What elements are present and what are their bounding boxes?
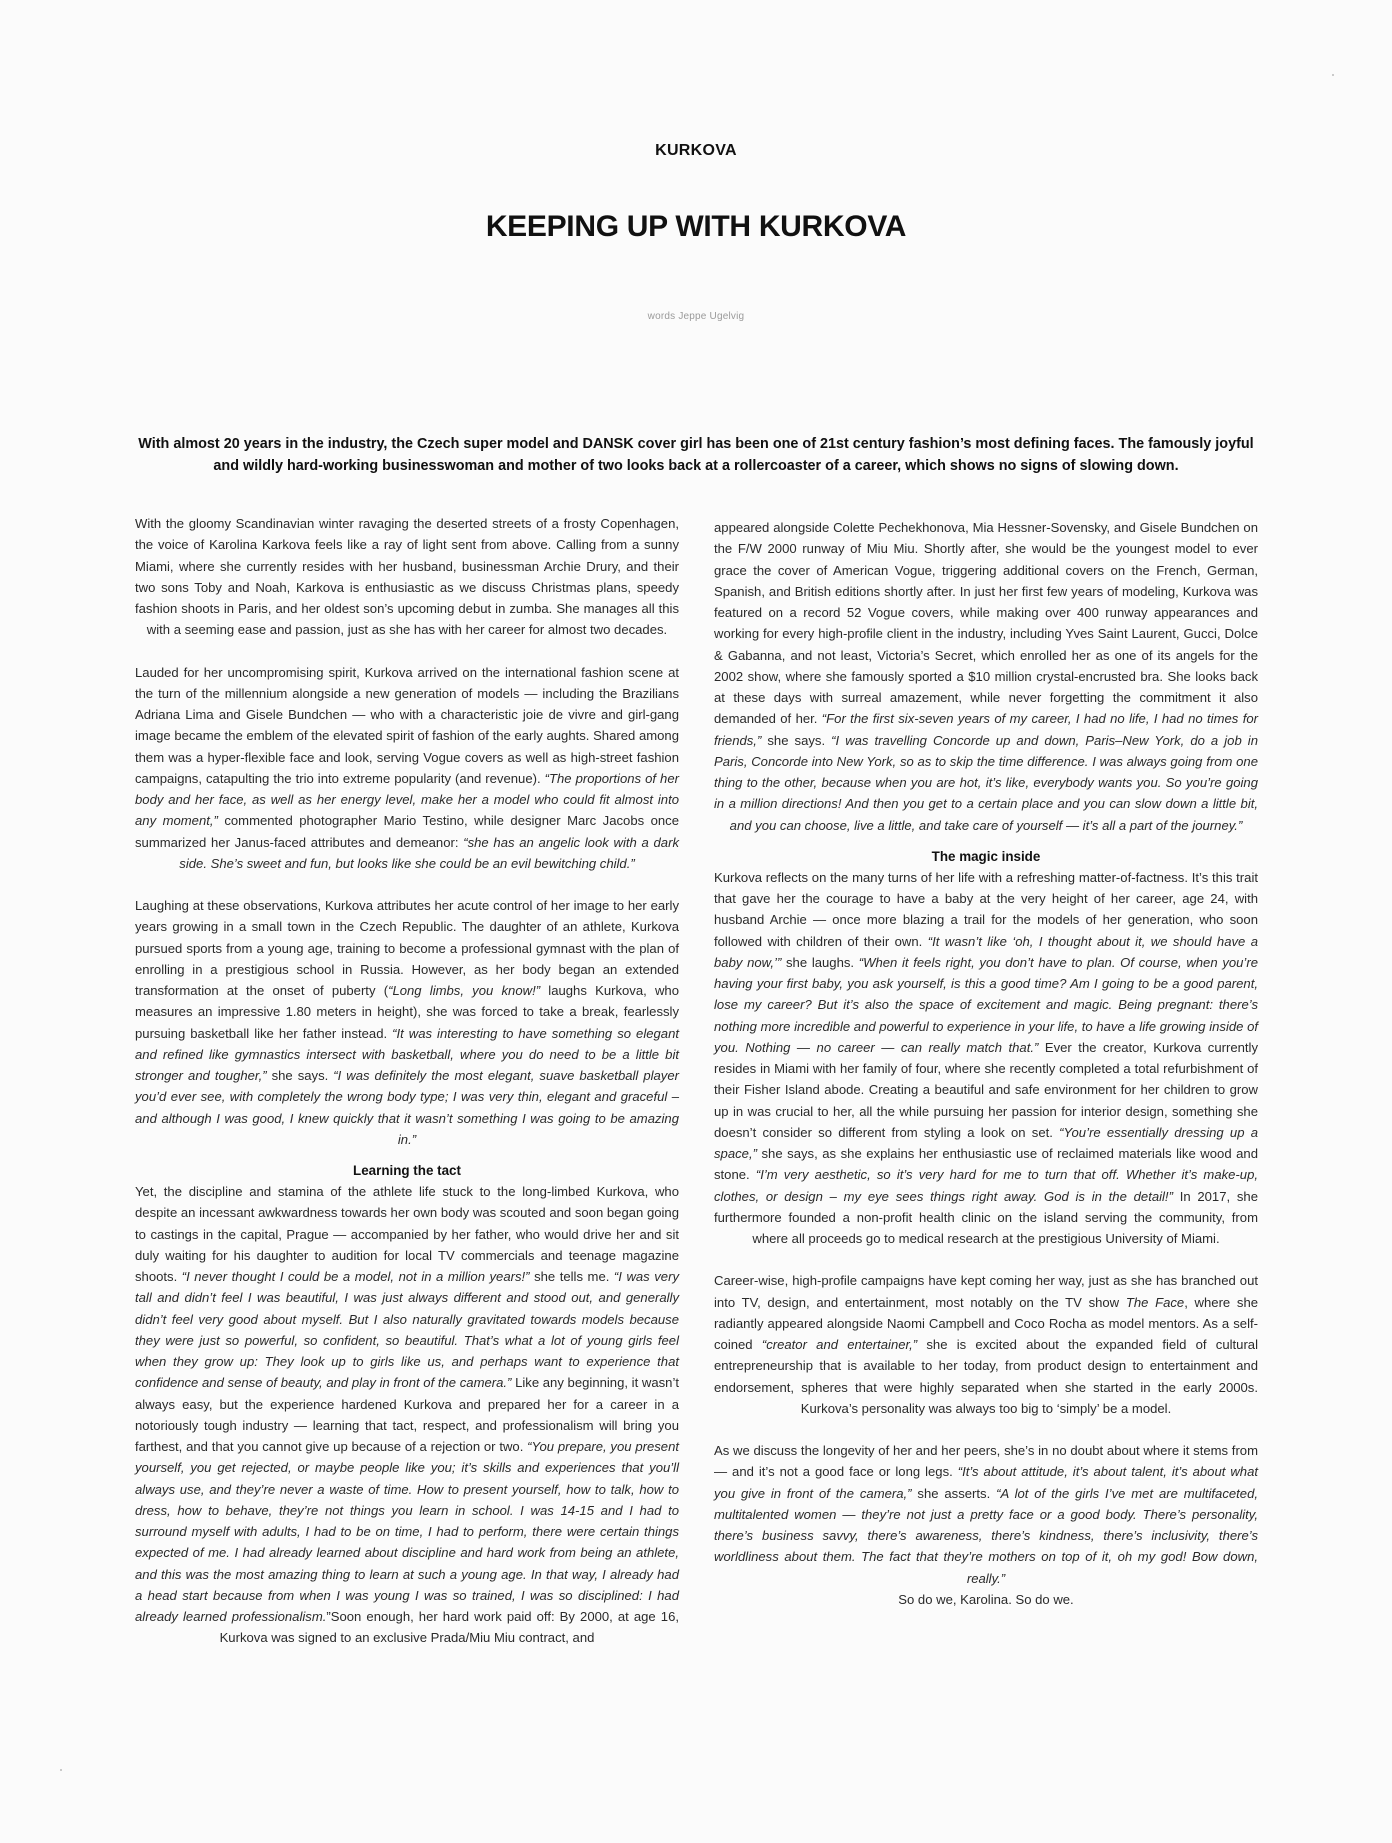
paragraph: With the gloomy Scandinavian winter ravaging the deserted streets of a frosty Copenhagen, the voice of Karolina Karkova feels like a ray of light sent from above. Calling from a sunny Miami, where she currently resides with her husband, businessman Archie Drury, and their two sons Toby and Noah, Karkova is enthusiastic as we discuss Christmas plans, speedy fashion shoots in Paris, and her oldest son’s upcoming debut in zumba. She manages all this with a seeming ease and passion, just as she has with her career for almost two decades.	[135, 516, 679, 638]
quote: “For the first six-seven years of my career, I had no life, I had no times for friends,”	[714, 711, 1258, 748]
subheading-the-magic-inside: The magic inside	[931, 848, 1041, 864]
quote: “The proportions of her body and her face, as well as her energy level, make her a model who could fit almost into any moment,”	[135, 770, 679, 829]
scan-speck	[1332, 74, 1334, 76]
paragraph: Yet, the discipline and stamina of the athlete life stuck to the long-limbed Kurkova, who despite an incessant awkwardness towards her own body was scouted and soon began going to castings in the capital, Prague — accompanied by her father, who would drive her and sit duly waiting for his daughter to audition for local TV commercials and teenage magazine shoots. “I never thought I could be a model, not in a million years!” she tells me. “I was very tall and didn’t feel I was beautiful, I was just always different and stood out, and generally didn’t feel very good about myself. But I also naturally gravitated towards models because they were just so powerful, so confident, so beautiful. That’s what a lot of young girls feel when they grow up: They look up to girls like us, and perhaps want to experience that confidence and sense of beauty, and play in front of the camera.” Like any beginning, it wasn’t always easy, but the experience hardened Kurkova and prepared her for a career in a notoriously tough industry — learning that tact, respect, and professionalism will bring you farthest, and that you cannot give up because of a rejection or two. “You prepare, you present yourself, you get rejected, or maybe people like you; it’s skills and experiences that you’ll always use, and they’re never a waste of time. How to present yourself, how to talk, how to dress, how to behave, they’re not things you learn in school. I was 14-15 and I had to surround myself with adults, I had to be on time, I had to perform, there were certain things expected of me. I had already learned about discipline and hard work from being an athlete, and this was the most amazing thing to learn at such a young age. In that way, I already had a head start because from when I was young I was so trained, I was so disciplined: I had already learned professionalism.”Soon enough, her hard work paid off: By 2000, at age 16, Kurkova was signed to an exclusive Prada/Miu Miu contract, and	[135, 1184, 680, 1646]
subheading-learning-the-tact: Learning the tact	[353, 1163, 461, 1178]
quote: “I never thought I could be a model, not in a million years!”	[181, 1269, 530, 1284]
paragraph: Kurkova reflects on the many turns of her life with a refreshing matter-of-factness. It’s this trait that gave her the courage to have a baby at the very height of her career, age 24, with husband Archie — once more blazing a trail for the models of her generation, who soon followed with children of their own. “It wasn’t like ‘oh, I thought about it, we should have a baby now,’” she laughs. “When it feels right, you don’t have to plan. Of course, when you’re having your first baby, you ask yourself, is this a good time? Am I going to be a good parent, lose my career? But it’s also the space of excitement and magic. Being pregnant: there’s nothing more incredible and powerful to experience in your life, to have a life growing inside of you. Nothing — no career — can really match that.” Ever the creator, Kurkova currently resides in Miami with her family of four, where she recently completed a total refurbishment of their Fisher Island abode. Creating a beautiful and safe environment for her children to grow up in was crucial to her, all the while pursuing her passion for interior design, something she doesn’t consider so different from styling a look on set. “You’re essentially dressing up a space,” she says, as she explains her enthusiastic use of reclaimed materials like wood and stone. “I’m very aesthetic, so it’s very hard for me to turn that off. Whether it’s make-up, clothes, or design – my eye sees things right away. God is in the detail!” In 2017, she furthermore founded a non-profit health clinic on the island serving the community, from where all proceeds go to medical research at the prestigious University of Miami.	[714, 869, 1258, 1246]
left-column	[135, 513, 679, 1670]
quote: “I was very tall and didn’t feel I was beautiful, I was just always different and stood out, and generally didn’t feel very good about myself. But I also naturally gravitated towards models because they were just so powerful, so confident, so beautiful. That’s what a lot of young girls feel when they grow up: They look up to girls like us, and perhaps want to experience that confidence and sense of beauty, and play in front of the camera.”	[135, 1269, 679, 1391]
quote: “When it feels right, you don’t have to plan. Of course, when you’re having your first baby, you ask yourself, is this a good time? Am I going to be a good parent, lose my career? But it’s also the space of excitement and magic. Being pregnant: there’s nothing more incredible and powerful to experience in your life, to have a life growing inside of you. Nothing — no career — can really match that.”	[714, 954, 1258, 1055]
standfirst: With almost 20 years in the industry, the Czech super model and DANSK cover girl has been one of 21st century fashion’s most defining faces. The famously joyful and wildly hard-working businesswoman and mother of two looks back at a rollercoaster of a career, which shows no signs of slowing down.	[138, 436, 1254, 474]
paragraph: Laughing at these observations, Kurkova attributes her acute control of her image to her early years growing in a small town in the Czech Republic. The daughter of an athlete, Kurkova pursued sports from a young age, training to become a professional gymnast with the plan of enrolling in a prestigious school in Russia. However, as her body began an extended transformation at the onset of puberty (“Long limbs, you know!” laughs Kurkova, who measures an impressive 1.80 meters in height), she was forced to take a break, fearlessly pursuing basketball like her father instead. “It was interesting to have something so elegant and refined like gymnastics intersect with basketball, where you do need to be a little bit stronger and tougher,” she says. “I was definitely the most elegant, suave basketball player you’d ever see, with completely the wrong body type; I was very thin, elegant and graceful – and although I was good, I knew quickly that it wasn’t something I was going to be amazing in.”	[135, 898, 679, 1147]
quote: “You’re essentially dressing up a space,”	[714, 1124, 1258, 1161]
quote: “she has an angelic look with a dark side. She’s sweet and fun, but looks like she could be an evil bewitching child.”	[179, 834, 679, 871]
quote: “Long limbs, you know!”	[388, 983, 541, 998]
quote: “A lot of the girls I’ve met are multifaceted, multitalented women — they’re not just a pretty face or a good body. There’s personality, there’s business savvy, there’s awareness, there’s kindness, there’s inclusivity, there’s worldliness about them. The fact that they’re mothers on top of it, oh my god! Bow down, really.”	[714, 1485, 1259, 1586]
quote: “You prepare, you present yourself, you get rejected, or maybe people like you; it’s skills and experiences that you’ll always use, and they’re never a waste of time. How to present yourself, how to talk, how to dress, how to behave, they’re not things you learn in school. I was 14-15 and I had to surround myself with adults, I had to be on time, I had to perform, there were certain things expected of me. I had already learned about discipline and hard work from being an athlete, and this was the most amazing thing to learn at such a young age. In that way, I already had a head start because from when I was young I was so trained, I was so disciplined: I had already learned professionalism.	[135, 1439, 680, 1624]
section-label: KURKOVA	[655, 142, 737, 159]
closing-line: So do we, Karolina. So do we.	[898, 1591, 1074, 1607]
right-column	[714, 517, 1258, 1631]
quote: “It was interesting to have something so elegant and refined like gymnastics intersect with basketball, where you do need to be a little bit stronger and tougher,”	[135, 1025, 679, 1083]
quote: “I’m very aesthetic, so it’s very hard for me to turn that off. Whether it’s make-up, clothes, or design – my eye sees things right away. God is in the detail!”	[714, 1167, 1258, 1204]
quote: “It’s about attitude, it’s about talent, it’s about what you give in front of the camera,”	[714, 1464, 1258, 1501]
scan-speck	[60, 1769, 62, 1771]
quote: “I was travelling Concorde up and down, Paris–New York, do a job in Paris, Concorde into New York, so as to skip the time difference. I was always going from one thing to the other, because when you are hot, it’s like, everybody wants you. So you’re going in a million directions! And then you get to a certain place and you can slow down a little bit, and you can choose, live a little, and take care of yourself — it’s all a part of the journey.”	[714, 732, 1258, 833]
quote: “I was definitely the most elegant, suave basketball player you’d ever see, with completely the wrong body type; I was very thin, elegant and graceful – and although I was good, I knew quickly that it wasn’t something I was going to be amazing in.”	[135, 1068, 679, 1147]
article-title: KEEPING UP WITH KURKOVA	[485, 210, 907, 243]
quote: “It wasn’t like ‘oh, I thought about it, we should have a baby now,’”	[714, 933, 1258, 970]
paragraph: Lauded for her uncompromising spirit, Kurkova arrived on the international fashion scene at the turn of the millennium alongside a new generation of models — including the Brazilians Adriana Lima and Gisele Bundchen — who with a characteristic joie de vivre and girl-gang image became the emblem of the elevated spirit of fashion of the early aughts. Shared among them was a hyper-flexible face and look, serving Vogue covers as well as high-street fashion campaigns, catapulting the trio into extreme popularity (and revenue). “The proportions of her body and her face, as well as her energy level, make her a model who could fit almost into any moment,” commented photographer Mario Testino, while designer Marc Jacobs once summarized her Janus-faced attributes and demeanor: “she has an angelic look with a dark side. She’s sweet and fun, but looks like she could be an evil bewitching child.”	[135, 664, 680, 871]
paragraph: As we discuss the longevity of her and her peers, she’s in no doubt about where it stems from — and it’s not a good face or long legs. “It’s about attitude, it’s about talent, it’s about what you give in front of the camera,” she asserts. “A lot of the girls I’ve met are multifaceted, multitalented women — they’re not just a pretty face or a good body. There’s personality, there’s business savvy, there’s awareness, there’s kindness, there’s inclusivity, there’s worldliness about them. The fact that they’re mothers on top of it, oh my god! Bow down, really.”	[714, 1443, 1259, 1586]
show-title: The Face	[1125, 1294, 1185, 1310]
paragraph: Career-wise, high-profile campaigns have kept coming her way, just as she has branched out into TV, design, and entertainment, most notably on the TV show The Face, where she radiantly appeared alongside Naomi Campbell and Coco Rocha as model mentors. As a self-coined “creator and entertainer,” she is excited about the expanded field of cultural entrepreneurship that is available to her today, from product design to entertainment and endorsement, spheres that were highly separated when she started in the early 2000s. Kurkova’s personality was always too big to ‘simply’ be a model.	[714, 1273, 1259, 1416]
paragraph: appeared alongside Colette Pechekhonova, Mia Hessner-Sovensky, and Gisele Bundchen on the F/W 2000 runway of Miu Miu. Shortly after, she would be the youngest model to ever grace the cover of American Vogue, triggering additional covers on the French, German, Spanish, and British editions shortly after. In just her first few years of modeling, Kurkova was featured on a record 52 Vogue covers, while making over 400 runway appearances and working for every high-profile client in the industry, including Yves Saint Laurent, Gucci, Dolce & Gabanna, and not least, Victoria’s Secret, which enrolled her as one of its angels for the 2002 show, where she famously sported a $10 million crystal-encrusted bra. She looks back at these days with surreal amazement, while never forgetting the commitment it also demanded of her. “For the first six-seven years of my career, I had no life, I had no times for friends,” she says. “I was travelling Concorde up and down, Paris–New York, do a job in Paris, Concorde into New York, so as to skip the time difference. I was always going from one thing to the other, because when you are hot, it’s like, everybody wants you. So you’re going in a million directions! And then you get to a certain place and you can slow down a little bit, and you can choose, live a little, and take care of yourself — it’s all a part of the journey.”	[714, 520, 1258, 833]
quote: “creator and entertainer,”	[761, 1337, 918, 1352]
byline: words Jeppe Ugelvig	[647, 311, 745, 322]
